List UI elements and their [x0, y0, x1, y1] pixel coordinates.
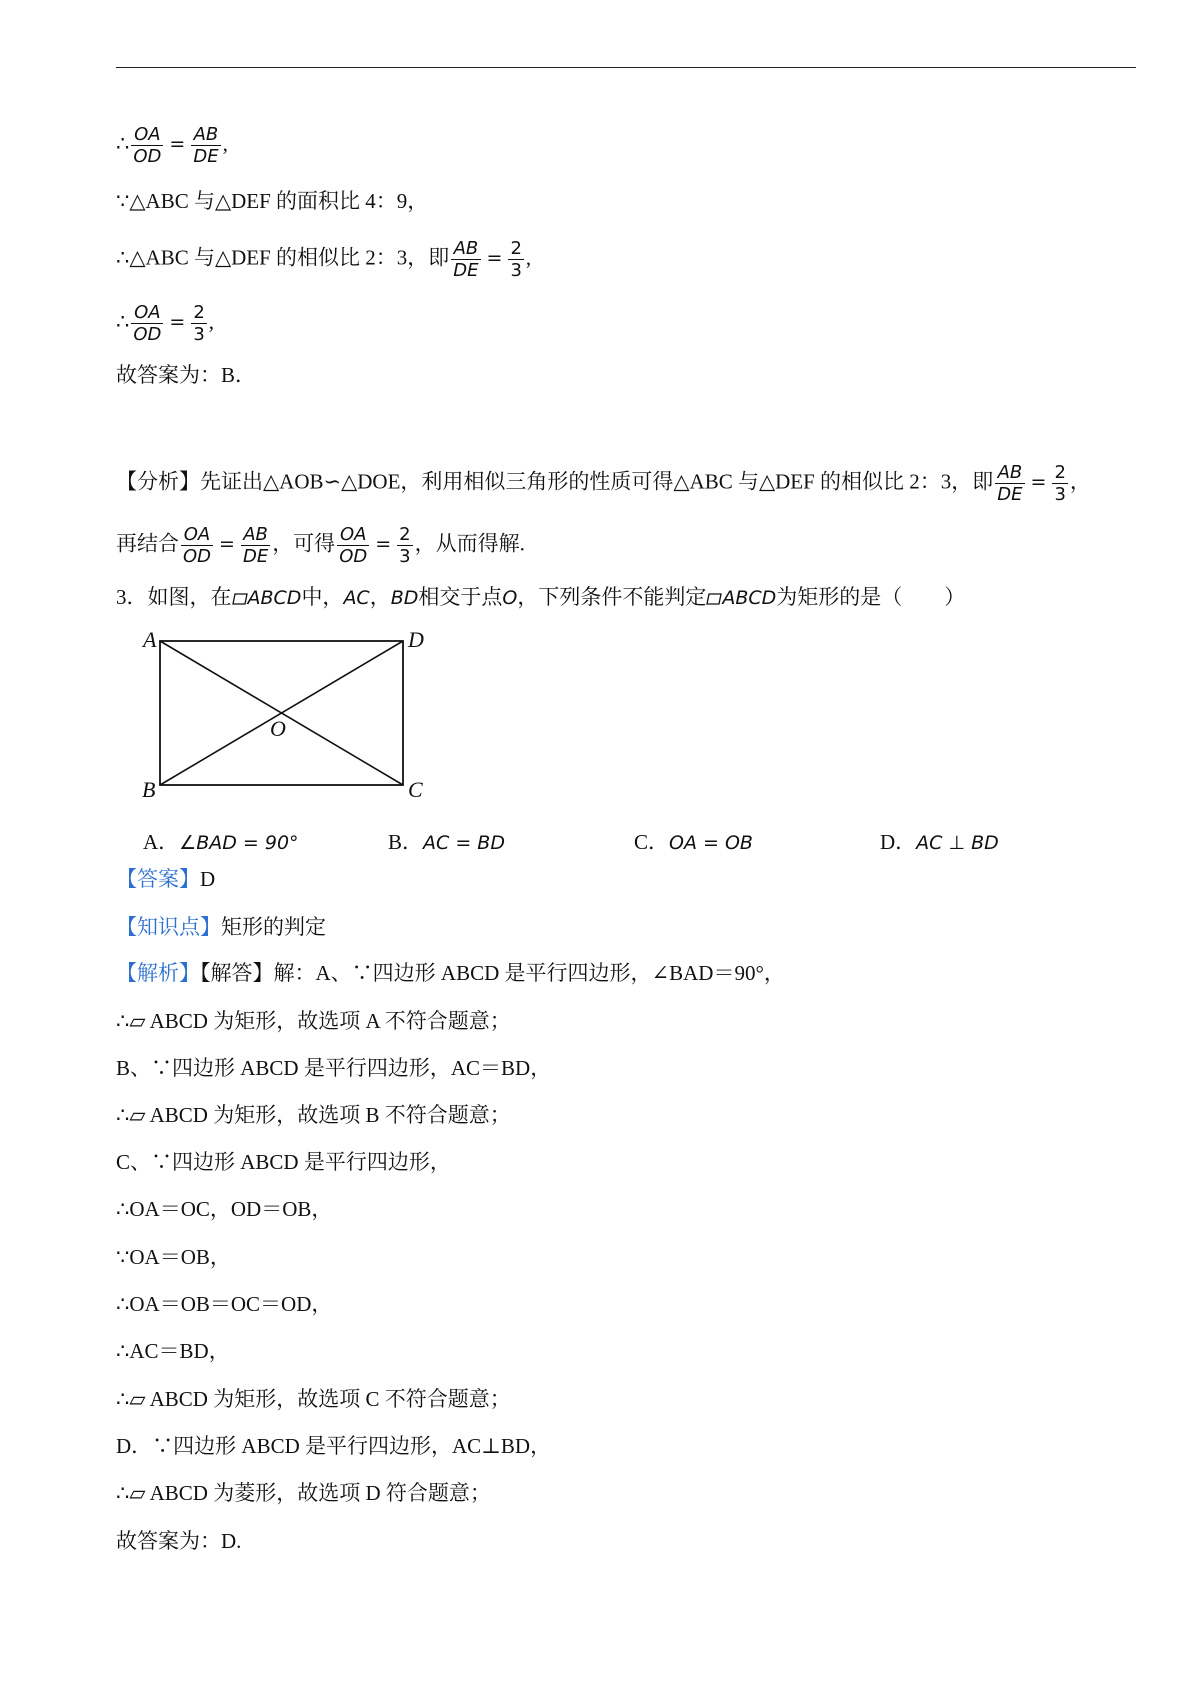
option-c[interactable]: C．OA = OB: [634, 830, 753, 854]
fraction-2-3: $\frac{2}{3}$: [193, 302, 205, 345]
solution-line: 故答案为：D.: [116, 1529, 242, 1553]
solution-line: ∴OA＝OB＝OC＝OD，: [116, 1292, 333, 1316]
parallelogram-icon: [232, 593, 248, 605]
solution-line: ∴▱ ABCD 为矩形，故选项 B 不符合题意；: [116, 1103, 511, 1127]
line-area-ratio: ∵△ABC 与△DEF 的面积比 4：9，: [116, 189, 429, 213]
option-d[interactable]: D．AC ⊥ BD: [880, 830, 999, 854]
solution-line: D．∵四边形 ABCD 是平行四边形，AC⊥BD，: [116, 1434, 552, 1458]
fraction-oa-od: $\frac{OA}{OD}$: [183, 524, 212, 567]
solution-line: ∴▱ ABCD 为矩形，故选项 A 不符合题意；: [116, 1009, 511, 1033]
solution-line: ∴OA＝OC，OD＝OB，: [116, 1197, 333, 1221]
fraction-2-3: $\frac{2}{3}$: [510, 238, 522, 281]
vertex-label-d: D: [408, 627, 424, 652]
solution-tag: 【解析】: [116, 961, 200, 985]
vertex-label-a: A: [143, 627, 157, 652]
header-rule: [116, 67, 1136, 68]
fraction-ab-de: $\frac{AB}{DE}$: [453, 238, 479, 281]
analysis-line-1: 【分析】先证出△AOB∽△DOE，利用相似三角形的性质可得△ABC 与△DEF 的相似比 2：3，即 $\frac{AB}{DE}$ = $\frac{2}{3}$ ，: [116, 462, 1091, 505]
fraction-2-3: $\frac{2}{3}$: [399, 524, 411, 567]
fraction-2-3: $\frac{2}{3}$: [1054, 462, 1066, 505]
line-oa-od-equals-2-3: ∴ $\frac{OA}{OD}$ = $\frac{2}{3}$ ,: [116, 302, 215, 345]
fraction-oa-od: $\frac{OA}{OD}$: [133, 302, 162, 345]
question-3-stem: 3．如图，在 ABCD中，AC，BD相交于点O，下列条件不能判定 ABCD为矩形的是（ ）: [116, 585, 966, 609]
knowledge-row: [116, 917, 326, 938]
answer-value: D: [200, 867, 216, 891]
analysis-tag: 【分析】: [116, 469, 200, 494]
fraction-ab-de: $\frac{AB}{DE}$: [193, 124, 219, 167]
parallelogram-icon: [706, 593, 722, 605]
solution-line: ∴AC＝BD，: [116, 1339, 230, 1363]
option-a[interactable]: A．∠BAD = 90°: [143, 830, 299, 854]
line-similarity-ratio: ∴△ABC 与△DEF 的相似比 2：3，即 $\frac{AB}{DE}$ = $\frac{2}{3}$ ,: [116, 238, 532, 281]
line-ratio-oa-od-ab-de: ∴ $\frac{OA}{OD}$ = $\frac{AB}{DE}$ ,: [116, 124, 228, 167]
analysis-line-2: 再结合 $\frac{OA}{OD}$ = $\frac{AB}{DE}$ ，可得 $\frac{OA}{OD}$ = $\frac{2}{3}$ ，从而得解.: [116, 524, 525, 567]
center-label-o: O: [270, 716, 286, 741]
solution-line: ∴▱ ABCD 为矩形，故选项 C 不符合题意；: [116, 1387, 511, 1411]
option-b[interactable]: B．AC = BD: [388, 830, 505, 854]
fraction-ab-de: $\frac{AB}{DE}$: [997, 462, 1023, 505]
because-symbol: ∵: [116, 189, 130, 213]
therefore-symbol: ∴: [116, 131, 130, 156]
fraction-ab-de: $\frac{AB}{DE}$: [242, 524, 269, 567]
knowledge-tag: 【知识点】: [116, 915, 221, 939]
answer-line-b: 故答案为：B．: [116, 363, 257, 387]
vertex-label-b: B: [142, 777, 156, 802]
fraction-oa-od: $\frac{OA}{OD}$: [339, 524, 368, 567]
fraction-oa-od: $\frac{OA}{OD}$: [133, 124, 162, 167]
rectangle-diagram: [140, 625, 440, 805]
solution-line: C、∵四边形 ABCD 是平行四边形，: [116, 1150, 451, 1174]
answer-tag: 【答案】: [116, 867, 200, 891]
solution-line: B、∵四边形 ABCD 是平行四边形，AC＝BD，: [116, 1056, 552, 1080]
solution-line: ∴▱ ABCD 为菱形，故选项 D 符合题意；: [116, 1481, 491, 1505]
knowledge-value: 矩形的判定: [221, 915, 326, 939]
solution-line: ∵OA＝OB，: [116, 1245, 231, 1269]
solution-line: 【解析】【解答】解：A、∵四边形 ABCD 是平行四边形，∠BAD＝90°，: [116, 961, 785, 985]
vertex-label-c: C: [408, 777, 423, 802]
answer-row: [116, 869, 215, 890]
